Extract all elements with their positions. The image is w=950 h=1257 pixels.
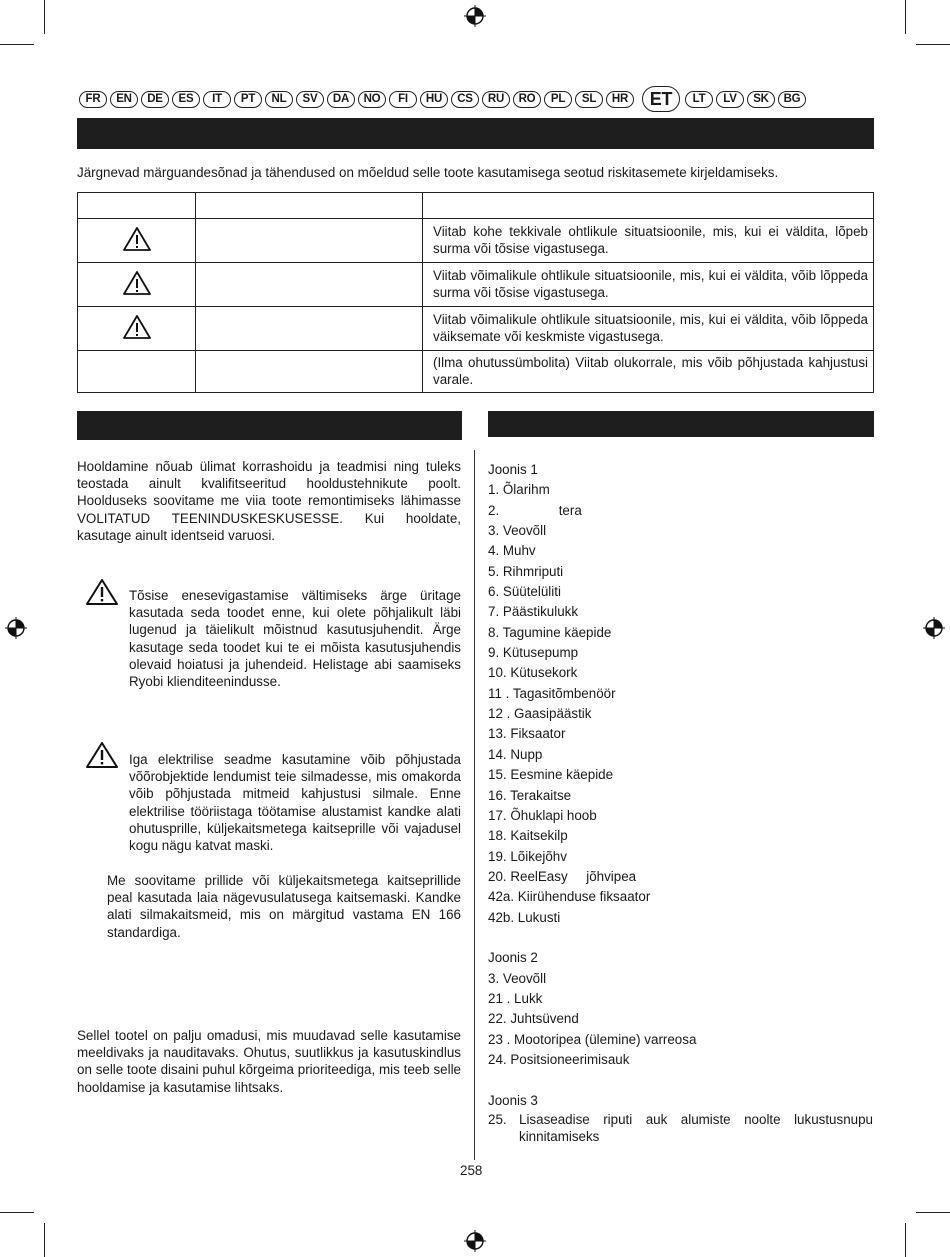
list-item: 16. Terakaitse: [488, 787, 572, 803]
language-tab-et[interactable]: ET: [642, 86, 680, 112]
figure-title: Joonis 3: [488, 1092, 538, 1108]
language-tab-lv[interactable]: LV: [716, 91, 744, 108]
signal-word-cell: [196, 307, 423, 351]
list-item: 11 . Tagasitõmbenöör: [488, 685, 616, 701]
language-tab-da[interactable]: DA: [327, 91, 355, 108]
warning-triangle-icon: [122, 314, 152, 340]
language-tab-bg[interactable]: BG: [778, 91, 806, 108]
table-header-cell: [196, 193, 423, 219]
signal-word-cell: [196, 351, 423, 393]
language-tab-ru[interactable]: RU: [482, 91, 510, 108]
list-item: 8. Tagumine käepide: [488, 624, 612, 640]
list-item: 14. Nupp: [488, 746, 543, 762]
list-item: 13. Fiksaator: [488, 726, 566, 742]
list-item: 19. Lõikejõhv: [488, 848, 567, 864]
signal-word-cell: [196, 219, 423, 263]
warning-triangle-icon: [85, 578, 119, 606]
list-item: 3. Veovõll: [488, 970, 547, 986]
language-tab-sl[interactable]: SL: [575, 91, 603, 108]
list-item: 17. Õhuklapi hoob: [488, 807, 597, 823]
list-item: 20. ReelEasy jõhvipea: [488, 868, 637, 884]
table-header-row: [78, 193, 874, 219]
crop-mark: [905, 1223, 906, 1257]
parts-list: [488, 460, 873, 1145]
table-row: [78, 263, 874, 307]
signal-word-table: [77, 192, 874, 393]
language-tab-hu[interactable]: HU: [420, 91, 448, 108]
list-item: 24. Positsioneerimisauk: [488, 1051, 630, 1067]
warning-text-eye-protection-continued: Me soovitame prillide või küljekaitsmetega kaitseprillide peal kasutada laia nägevusulatusega kaitsemaski. Kandke alati silmakaitsmeid, mis on märgitud vastama EN 166 standardiga.: [107, 873, 461, 940]
table-header-cell: [423, 193, 874, 219]
language-tab-es[interactable]: ES: [172, 91, 200, 108]
language-tab-pl[interactable]: PL: [544, 91, 572, 108]
list-item: 23 . Mootoripea (ülemine) varreosa: [488, 1031, 697, 1047]
list-item: 22. Juhtsüvend: [488, 1011, 579, 1027]
list-item: 7. Päästikulukk: [488, 604, 579, 620]
symbol-cell: [78, 351, 196, 393]
list-item: 10. Kütusekork: [488, 665, 578, 681]
language-tab-lt[interactable]: LT: [685, 91, 713, 108]
list-item: [488, 1111, 873, 1145]
list-item: 42a. Kiirühenduse fiksaator: [488, 889, 651, 905]
column-divider: [474, 450, 475, 1160]
section-header-bar: [77, 411, 462, 440]
list-item: 9. Kütusepump: [488, 645, 579, 661]
table-header-cell: [78, 193, 196, 219]
language-tab-sk[interactable]: SK: [747, 91, 775, 108]
language-tab-no[interactable]: NO: [358, 91, 386, 108]
intro-text: Järgnevad märguandesõnad ja tähendused on mõeldud selle toote kasutamisega seotud riskitasemete kirjeldamiseks.: [77, 165, 779, 180]
list-item: 6. Süütelüliti: [488, 584, 561, 600]
registration-mark-icon: [464, 1230, 486, 1252]
crop-mark: [0, 1212, 34, 1213]
language-tabs: [79, 86, 809, 112]
figure1-items: [488, 480, 873, 928]
signal-word-cell: [196, 263, 423, 307]
page-number: 258: [460, 1163, 483, 1178]
registration-mark-icon: [5, 617, 27, 639]
list-item: 5. Rihmriputi: [488, 563, 564, 579]
list-item: 4. Muhv: [488, 543, 536, 559]
language-tab-pt[interactable]: PT: [234, 91, 262, 108]
warning-text-read-manual: Tõsise enesevigastamise vältimiseks ärge üritage kasutada seda toodet enne, kui olete põhjalikult läbi lugenud ja täielikult mõistnud kasutusjuhendit. Ärge kasutage seda toodet kui te ei mõista kasutusjuhendis olevaid hoiatusi ja juhendeid. Helistage abi saamiseks Ryobi klienditeenindusse.: [129, 588, 461, 690]
list-item: 18. Kaitsekilp: [488, 828, 568, 844]
section-header-bar: [488, 411, 874, 437]
list-item: 3. Veovõll: [488, 523, 547, 539]
warning-triangle-icon: [122, 270, 152, 296]
crop-mark: [916, 1212, 950, 1213]
language-tab-de[interactable]: DE: [141, 91, 169, 108]
symbol-cell: [78, 263, 196, 307]
warning-triangle-icon: [122, 226, 152, 252]
crop-mark: [44, 0, 45, 34]
table-row: [78, 307, 874, 351]
list-item-number: 25.: [488, 1112, 507, 1127]
crop-mark: [905, 0, 906, 34]
list-item-text: Lisaseadise riputi auk alumiste noolte lukustusnupu kinnitamiseks: [519, 1112, 873, 1144]
warning-triangle-icon: [85, 741, 119, 769]
section-header-bar: [77, 118, 874, 149]
language-tab-fi[interactable]: FI: [389, 91, 417, 108]
table-row: [78, 351, 874, 393]
warning-text-eye-protection: Iga elektrilise seadme kasutamine võib põhjustada võõrobjektide lendumist teie silmadesse, mis omakorda võib põhjustada mitmeid kahjustusi silmale. Enne elektrilise tööriistaga töötamise alustamist kandke alati ohutusprille, küljekaitsmetega kaitseprille või vajadusel kogu nägu katvat maski.: [129, 752, 461, 854]
language-tab-nl[interactable]: NL: [265, 91, 293, 108]
symbol-cell: [78, 307, 196, 351]
list-item: 15. Eesmine käepide: [488, 767, 614, 783]
list-item: 21 . Lukk: [488, 990, 543, 1006]
language-tab-ro[interactable]: RO: [513, 91, 541, 108]
list-item: 42b. Lukusti: [488, 909, 561, 925]
figure-title: Joonis 2: [488, 950, 538, 966]
list-item: 2. tera: [488, 502, 582, 518]
list-item: 12 . Gaasipäästik: [488, 706, 592, 722]
service-text: Hooldamine nõuab ülimat korrashoidu ja teadmisi ning tuleks teostada ainult kvalifitseeritud hooldustehnikute poolt. Hoolduseks soovitame me viia toote remontimiseks lähimasse VOLITATUD TEENINDUSKESKUSESSE. Kui hooldate, kasutage ainult identseid varuosi.: [77, 459, 461, 543]
crop-mark: [0, 44, 34, 45]
figure-title: Joonis 1: [488, 462, 538, 477]
crop-mark: [916, 44, 950, 45]
registration-mark-icon: [464, 5, 486, 27]
registration-mark-icon: [923, 617, 945, 639]
meaning-cell: Viitab võimalikule ohtlikule situatsioonile, mis, kui ei väldita, võib lõppeda surma või tõsise vigastusega.: [423, 263, 874, 307]
meaning-cell: Viitab kohe tekkivale ohtlikule situatsioonile, mis, kui ei väldita, lõpeb surma või tõsise vigastusega.: [423, 219, 874, 263]
language-tab-sv[interactable]: SV: [296, 91, 324, 108]
features-text: Sellel tootel on palju omadusi, mis muudavad selle kasutamise meeldivaks ja nauditavaks. Ohutus, suutlikkus ja kasutuskindlus on selle toote disaini puhul kõrgeima prioriteediga, mis teeb selle hooldamise ja kasutamise lihtsaks.: [77, 1028, 461, 1095]
language-tab-fr[interactable]: FR: [79, 91, 107, 108]
list-item: 1. Õlarihm: [488, 482, 550, 498]
language-tab-hr[interactable]: HR: [606, 91, 634, 108]
figure2-items: [488, 969, 873, 1071]
language-tab-cs[interactable]: CS: [451, 91, 479, 108]
meaning-cell: Viitab võimalikule ohtlikule situatsioonile, mis, kui ei väldita, võib lõppeda väiksemate või keskmiste vigastusega.: [423, 307, 874, 351]
table-row: [78, 219, 874, 263]
crop-mark: [44, 1223, 45, 1257]
language-tab-en[interactable]: EN: [110, 91, 138, 108]
symbol-cell: [78, 219, 196, 263]
meaning-cell: (Ilma ohutussümbolita) Viitab olukorrale, mis võib põhjustada kahjustusi varale.: [423, 351, 874, 393]
language-tab-it[interactable]: IT: [203, 91, 231, 108]
